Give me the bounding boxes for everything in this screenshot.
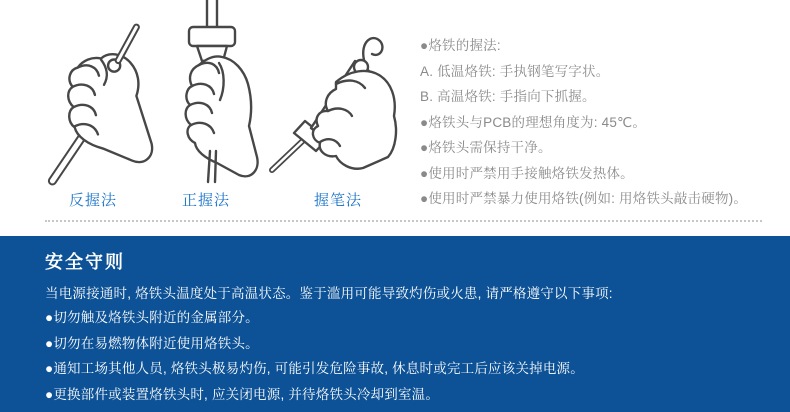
safety-rule: ●切勿触及烙铁头附近的金属部分。: [45, 310, 259, 325]
note-line: A. 低温烙铁: 手执钢笔写字状。: [420, 63, 610, 79]
safety-title: 安全守则: [45, 252, 125, 272]
dotted-divider: [45, 220, 762, 222]
standard-grip-illustration: [158, 0, 270, 192]
safety-rule: ●切勿在易燃物体附近使用烙铁头。: [45, 335, 259, 351]
note-line: ●使用时严禁暴力使用烙铁(例如: 用烙铁头敲击硬物)。: [420, 191, 748, 206]
safety-rule: ●更换部件或装置烙铁头时, 应关闭电源, 并待烙铁头冷却到室温。: [45, 386, 440, 402]
note-line: ●使用时严禁用手接触烙铁发热体。: [420, 165, 634, 181]
pen-grip-illustration: [264, 18, 404, 190]
safety-rules-section: [0, 236, 790, 412]
grip-label-standard: 正握法: [181, 192, 230, 209]
reverse-grip-illustration: [42, 16, 164, 188]
grip-label-reverse: 反握法: [68, 192, 117, 209]
usage-notes-list: [420, 33, 780, 212]
note-line: ●烙铁头需保持干净。: [420, 140, 552, 155]
note-line: B. 高温烙铁: 手指向下抓握。: [420, 89, 596, 104]
grip-label-pen: 握笔法: [313, 192, 362, 209]
note-line: ●烙铁的握法:: [420, 38, 501, 53]
safety-intro: 当电源接通时, 烙铁头温度处于高温状态。鉴于滥用可能导致灼伤或火患, 请严格遵守以下事项:: [45, 286, 613, 301]
safety-rule: ●通知工场其他人员, 烙铁头极易灼伤, 可能引发危险事故, 休息时或完工后应该关掉电源。: [45, 361, 584, 376]
note-line: ●烙铁头与PCB的理想角度为: 45℃。: [420, 114, 647, 130]
